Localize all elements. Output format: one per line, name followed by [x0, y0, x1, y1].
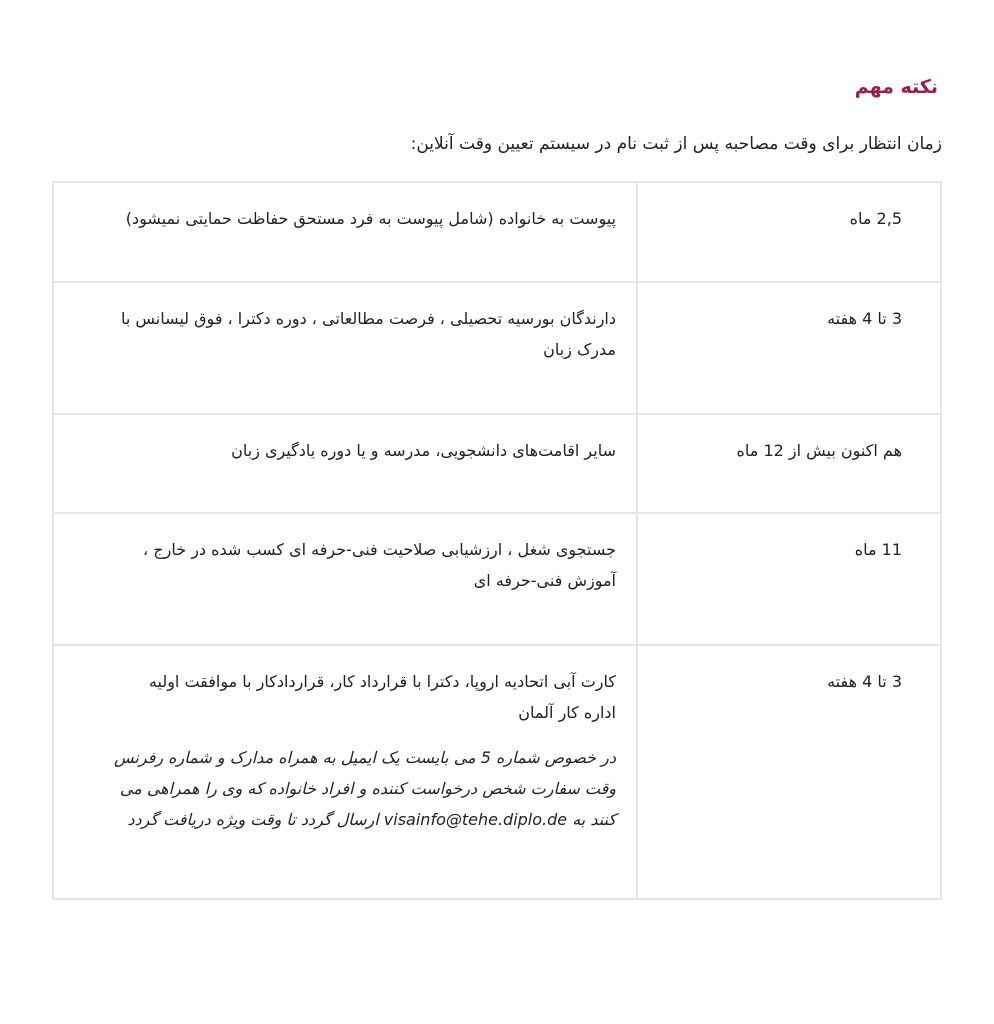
email-instruction-note: در خصوص شماره 5 می بایست یک ایمیل به همراه مدارک و شماره رفرنس وقت سفارت شخص درخواست کننده و افراد خانواده که وی را همراهی می کنند به visainfo@tehe.diplo.de ارسال گردد تا وقت ویژه دریافت گردد — [114, 748, 616, 829]
visa-category-cell: پیوست به خانواده (شامل پیوست به فرد مستحق حفاظت حمایتی نمیشود) — [53, 182, 637, 282]
visa-category-cell: دارندگان بورسیه تحصیلی ، فرصت مطالعاتی ، دوره دکترا ، فوق لیسانس با مدرک زبان — [53, 282, 637, 414]
page-title: نکته مهم — [854, 76, 938, 98]
wait-time-cell: 3 تا 4 هفته — [637, 282, 941, 414]
wait-time-cell: هم اکنون بیش از 12 ماه — [637, 414, 941, 513]
table-row — [53, 513, 941, 645]
visa-category-cell — [53, 645, 637, 899]
table-row — [53, 182, 941, 282]
wait-time-cell: 3 تا 4 هفته — [637, 645, 941, 899]
waiting-times-table — [52, 181, 942, 900]
visa-category-cell: جستجوی شغل ، ارزشیابی صلاحیت فنی-حرفه ای کسب شده در خارج ، آموزش فنی-حرفه ای — [53, 513, 637, 645]
table-row — [53, 414, 941, 513]
table-row — [53, 282, 941, 414]
intro-text: زمان انتظار برای وقت مصاحبه پس از ثبت نام در سیستم تعیین وقت آنلاین: — [410, 134, 942, 154]
wait-time-cell: 2,5 ماه — [637, 182, 941, 282]
visa-category-cell: سایر اقامت‌های دانشجویی، مدرسه و یا دوره یادگیری زبان — [53, 414, 637, 513]
wait-time-cell: 11 ماه — [637, 513, 941, 645]
visa-category-text: کارت آبی اتحادیه اروپا، دکترا با قرارداد کار، قراردادکار با موافقت اولیه اداره کار آلمان — [148, 672, 616, 722]
table-row — [53, 645, 941, 899]
